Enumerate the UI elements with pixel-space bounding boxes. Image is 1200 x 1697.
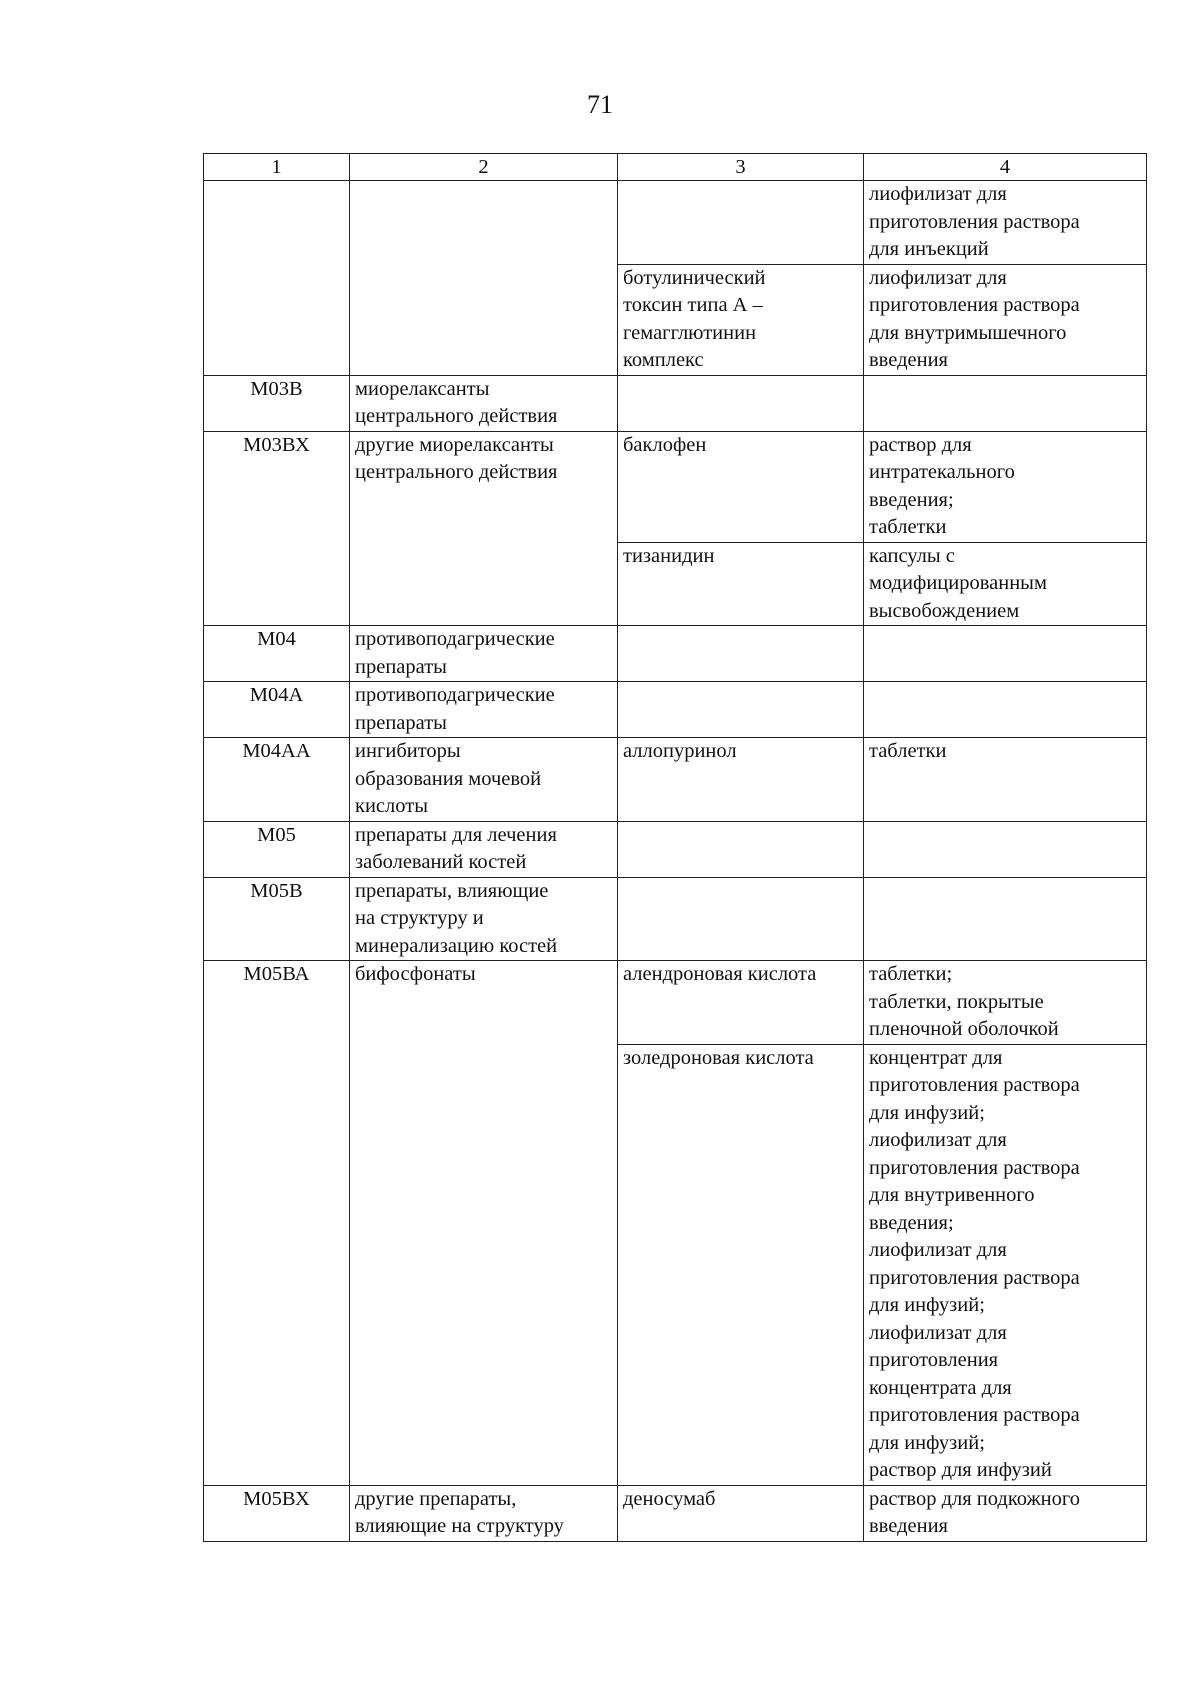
- substance-cell: ботулинический токсин типа А – гемагглютинин комплекс: [618, 264, 864, 375]
- group-cell: другие препараты, влияющие на структуру: [350, 1485, 618, 1541]
- code-cell: М05: [204, 821, 350, 877]
- header-col-3: 3: [618, 154, 864, 181]
- group-cell: [350, 181, 618, 376]
- substance-cell: тизанидин: [618, 542, 864, 626]
- group-cell: ингибиторы образования мочевой кислоты: [350, 738, 618, 822]
- form-cell: капсулы с модифицированным высвобождением: [864, 542, 1147, 626]
- substance-cell: деносумаб: [618, 1485, 864, 1541]
- group-cell: препараты, влияющие на структуру и минерализацию костей: [350, 877, 618, 961]
- form-cell: [864, 682, 1147, 738]
- form-cell: раствор для интратекального введения; таблетки: [864, 431, 1147, 542]
- group-cell: противоподагрические препараты: [350, 682, 618, 738]
- code-cell: [204, 181, 350, 376]
- substance-cell: баклофен: [618, 431, 864, 542]
- header-row: [204, 154, 1147, 181]
- form-cell: [864, 375, 1147, 431]
- table-row: [204, 738, 1147, 822]
- substance-cell: алендроновая кислота: [618, 961, 864, 1045]
- code-cell: М03ВХ: [204, 431, 350, 626]
- table-row: [204, 181, 1147, 265]
- table-row: [204, 877, 1147, 961]
- form-cell: лиофилизат для приготовления раствора для инъекций: [864, 181, 1147, 265]
- page-number: 71: [587, 90, 613, 119]
- table-row: [204, 961, 1147, 1045]
- code-cell: М05В: [204, 877, 350, 961]
- substance-cell: [618, 626, 864, 682]
- group-cell: бифосфонаты: [350, 961, 618, 1486]
- header-col-1: 1: [204, 154, 350, 181]
- table-row: [204, 821, 1147, 877]
- code-cell: М04А: [204, 682, 350, 738]
- form-cell: концентрат для приготовления раствора для инфузий; лиофилизат для приготовления раствора для внутривенного введения; лиофилизат для приготовления раствора для инфузий; лиофилизат для приготовления концентрата для приготовления раствора для инфузий; раствор для инфузий: [864, 1044, 1147, 1485]
- code-cell: М03В: [204, 375, 350, 431]
- form-cell: [864, 877, 1147, 961]
- code-cell: М04: [204, 626, 350, 682]
- substance-cell: золедроновая кислота: [618, 1044, 864, 1485]
- group-cell: другие миорелаксанты центрального действия: [350, 431, 618, 626]
- group-cell: противоподагрические препараты: [350, 626, 618, 682]
- table-row: [204, 1485, 1147, 1541]
- group-cell: препараты для лечения заболеваний костей: [350, 821, 618, 877]
- form-cell: [864, 821, 1147, 877]
- substance-cell: [618, 181, 864, 265]
- drug-table: [203, 153, 1147, 1542]
- substance-cell: [618, 375, 864, 431]
- table-row: [204, 682, 1147, 738]
- substance-cell: аллопуринол: [618, 738, 864, 822]
- table-row: [204, 375, 1147, 431]
- group-cell: миорелаксанты центрального действия: [350, 375, 618, 431]
- substance-cell: [618, 877, 864, 961]
- code-cell: М05ВА: [204, 961, 350, 1486]
- substance-cell: [618, 682, 864, 738]
- table-row: [204, 626, 1147, 682]
- form-cell: таблетки: [864, 738, 1147, 822]
- code-cell: М05ВХ: [204, 1485, 350, 1541]
- code-cell: М04АА: [204, 738, 350, 822]
- form-cell: раствор для подкожного введения: [864, 1485, 1147, 1541]
- form-cell: [864, 626, 1147, 682]
- substance-cell: [618, 821, 864, 877]
- header-col-4: 4: [864, 154, 1147, 181]
- form-cell: лиофилизат для приготовления раствора для внутримышечного введения: [864, 264, 1147, 375]
- table-row: [204, 431, 1147, 542]
- header-col-2: 2: [350, 154, 618, 181]
- form-cell: таблетки; таблетки, покрытые пленочной оболочкой: [864, 961, 1147, 1045]
